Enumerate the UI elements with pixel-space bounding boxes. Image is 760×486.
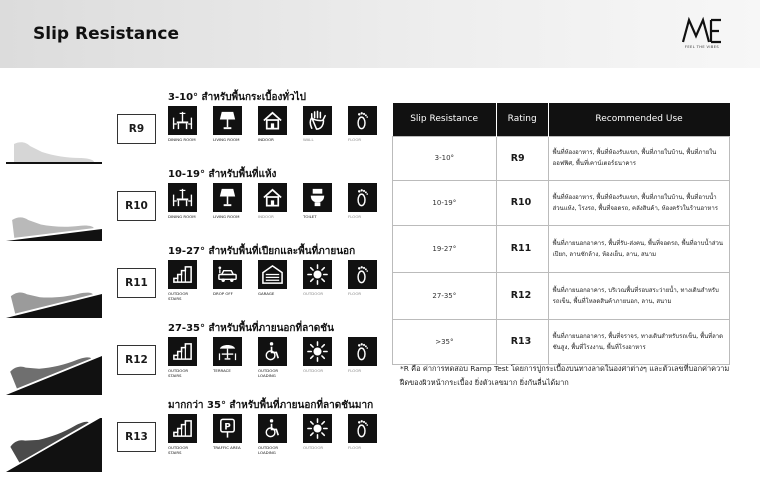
usage-icon-item (213, 260, 257, 301)
usage-icon-label: INDOOR (258, 214, 274, 219)
shoe-slope-icon (4, 110, 104, 166)
rating-title: 19-27° สำหรับพื้นที่เปียกและพื้นที่ภายนอก (168, 246, 356, 257)
usage-icon-label: OUTDOOR LOADING (258, 445, 279, 455)
usage-icon-label: OUTDOOR STAIRS (168, 445, 189, 455)
usage-icon-item (258, 414, 302, 455)
usage-icon-label: OUTDOOR STAIRS (168, 291, 189, 301)
usage-icon-item (168, 337, 212, 378)
outdoor-loading-icon (258, 337, 287, 366)
usage-icon-label: INDOOR (258, 137, 274, 142)
usage-icon-label: FLOOR (348, 214, 362, 219)
cell-slip: 10-19° (393, 180, 497, 225)
cell-rating: R9 (496, 136, 548, 180)
rating-title: 3-10° สำหรับพื้นกระเบื้องทั่วไป (168, 92, 306, 103)
usage-icon-label: TRAFFIC AREA (213, 445, 241, 450)
shoe-slope-icon (4, 341, 104, 397)
usage-icon-item (258, 260, 302, 301)
shoe-slope-icon (4, 418, 104, 474)
outdoor-loading-icon (258, 414, 287, 443)
traffic-area-icon (213, 414, 242, 443)
rating-row-r13 (0, 400, 380, 486)
usage-icon-label: OUTDOOR (303, 445, 324, 450)
floor-icon (348, 106, 377, 135)
usage-icon-list (168, 337, 393, 378)
rating-code-box: R13 (117, 422, 156, 452)
usage-icon-item (348, 106, 392, 142)
usage-icon-label: OUTDOOR (303, 368, 324, 373)
cell-rating: R10 (496, 180, 548, 225)
usage-icon-item (303, 414, 347, 455)
wall-icon (303, 106, 332, 135)
cell-slip: >35° (393, 319, 497, 364)
usage-icon-item (258, 106, 302, 142)
usage-icon-item (258, 183, 302, 219)
usage-icon-label: TOILET (303, 214, 317, 219)
usage-icon-item (348, 260, 392, 301)
page-title: Slip Resistance (33, 24, 179, 44)
table-row (393, 136, 730, 180)
cell-recommended-use: พื้นที่ห้องอาหาร, พื้นที่ห้องรับแขก, พื้นที่ภายในบ้าน, พื้นที่ภายในออฟฟิศ, พื้นที่เคาน์เตอร์ธนาคาร (548, 136, 729, 180)
usage-icon-item (303, 260, 347, 301)
usage-icon-item (348, 414, 392, 455)
table-row (393, 272, 730, 319)
toilet-icon (303, 183, 332, 212)
usage-icon-label: DINING ROOM (168, 137, 196, 142)
usage-icon-item (213, 337, 257, 378)
cell-slip: 27-35° (393, 272, 497, 319)
terrace-icon (213, 337, 242, 366)
drop-off-icon (213, 260, 242, 289)
living-room-icon (213, 106, 242, 135)
cell-rating: R13 (496, 319, 548, 364)
usage-icon-item (213, 106, 257, 142)
rating-code-box: R11 (117, 268, 156, 298)
usage-icon-list (168, 183, 393, 219)
cell-recommended-use: พื้นที่ภายนอกอาคาร, พื้นที่รับ-ส่งคน, พื้นที่จอดรถ, พื้นที่อาบน้ำส่วนเปียก, ลานซักล้าง, ห้องเย็น, ลาน, สนาม (548, 225, 729, 272)
usage-icon-label: DROP OFF (213, 291, 233, 296)
table-header-row (393, 103, 730, 136)
cell-recommended-use: พื้นที่ภายนอกอาคาร, พื้นที่จราจร, ทางเดินสำหรับรถเข็น, พื้นที่ลาดชันสูง, พื้นที่โรงงาน, พื้นที่โรงอาหาร (548, 319, 729, 364)
svg-text:P: P (224, 422, 231, 433)
dining-room-icon (168, 106, 197, 135)
usage-icon-label: FLOOR (348, 368, 362, 373)
usage-icon-item (168, 414, 212, 455)
table-row (393, 319, 730, 364)
outdoor-icon (303, 414, 332, 443)
table-row (393, 180, 730, 225)
usage-icon-label: FLOOR (348, 291, 362, 296)
usage-icon-list (168, 260, 393, 301)
footnote: *R คือ ค่าการทดสอบ Ramp Test โดยการปูกระเบื้องบนทางลาดในองศาต่างๆ และตัวเลขที่บอกค่าความฝืดของผิวหน้ากระเบื้อง ยิ่งตัวเลขมาก ยิ่งกันลื่นได้มาก (400, 364, 730, 387)
rating-code-box: R10 (117, 191, 156, 221)
floor-icon (348, 260, 377, 289)
usage-icon-label: LIVING ROOM (213, 214, 240, 219)
usage-icon-label: DINING ROOM (168, 214, 196, 219)
indoor-icon (258, 106, 287, 135)
usage-icon-item (168, 260, 212, 301)
rating-title: 10-19° สำหรับพื้นที่แห้ง (168, 169, 277, 180)
usage-icon-label: OUTDOOR LOADING (258, 368, 279, 378)
indoor-icon (258, 183, 287, 212)
outdoor-stairs-icon (168, 260, 197, 289)
logo-tagline: FEEL THE VIBES (684, 45, 720, 49)
cell-slip: 3-10° (393, 136, 497, 180)
brand-logo (680, 16, 724, 54)
header-recommended-use: Recommended Use (548, 103, 729, 136)
rating-title: มากกว่า 35° สำหรับพื้นที่ภายนอกที่ลาดชันมาก (168, 400, 374, 411)
rating-code-box: R12 (117, 345, 156, 375)
usage-icon-item (303, 337, 347, 378)
garage-icon (258, 260, 287, 289)
living-room-icon (213, 183, 242, 212)
cell-rating: R12 (496, 272, 548, 319)
rating-title: 27-35° สำหรับพื้นที่ภายนอกที่ลาดชัน (168, 323, 334, 334)
usage-icon-item (348, 183, 392, 219)
usage-icon-label: OUTDOOR (303, 291, 324, 296)
outdoor-icon (303, 337, 332, 366)
usage-icon-label: LIVING ROOM (213, 137, 240, 142)
shoe-slope-icon (4, 264, 104, 320)
table-row (393, 225, 730, 272)
outdoor-stairs-icon (168, 337, 197, 366)
floor-icon (348, 337, 377, 366)
outdoor-icon (303, 260, 332, 289)
cell-slip: 19-27° (393, 225, 497, 272)
header-rating: Rating (496, 103, 548, 136)
usage-icon-label: TERRACE (213, 368, 231, 373)
shoe-slope-icon (4, 187, 104, 243)
usage-icon-item (213, 414, 257, 455)
slip-resistance-table (392, 103, 730, 365)
rating-code-box: R9 (117, 114, 156, 144)
usage-icon-item (168, 183, 212, 219)
brand-logo-icon (680, 16, 724, 46)
usage-icon-item (258, 337, 302, 378)
usage-icon-label: GARAGE (258, 291, 275, 296)
usage-icon-item (348, 337, 392, 378)
usage-icon-item (303, 106, 347, 142)
dining-room-icon (168, 183, 197, 212)
usage-icon-item (213, 183, 257, 219)
floor-icon (348, 183, 377, 212)
floor-icon (348, 414, 377, 443)
usage-icon-item (168, 106, 212, 142)
outdoor-stairs-icon (168, 414, 197, 443)
cell-recommended-use: พื้นที่ห้องอาหาร, พื้นที่ห้องรับแขก, พื้นที่ภายในบ้าน, พื้นที่อาบน้ำส่วนแห้ง, โรงรถ, พื้นที่จอดรถ, คลังสินค้า, ห้องครัวในร้านอาหาร (548, 180, 729, 225)
usage-icon-label: FLOOR (348, 137, 362, 142)
usage-icon-list (168, 106, 393, 142)
header-slip-resistance: Slip Resistance (393, 103, 497, 136)
usage-icon-label: FLOOR (348, 445, 362, 450)
header-banner (0, 0, 760, 68)
usage-icon-label: WALL (303, 137, 314, 142)
usage-icon-item (303, 183, 347, 219)
usage-icon-label: OUTDOOR STAIRS (168, 368, 189, 378)
usage-icon-list (168, 414, 393, 455)
cell-recommended-use: พื้นที่ภายนอกอาคาร, บริเวณพื้นที่รอบสระว่ายน้ำ, ทางเดินสำหรับรถเข็น, พื้นที่โหลดสินค้าภายนอก, ลาน, สนาม (548, 272, 729, 319)
cell-rating: R11 (496, 225, 548, 272)
